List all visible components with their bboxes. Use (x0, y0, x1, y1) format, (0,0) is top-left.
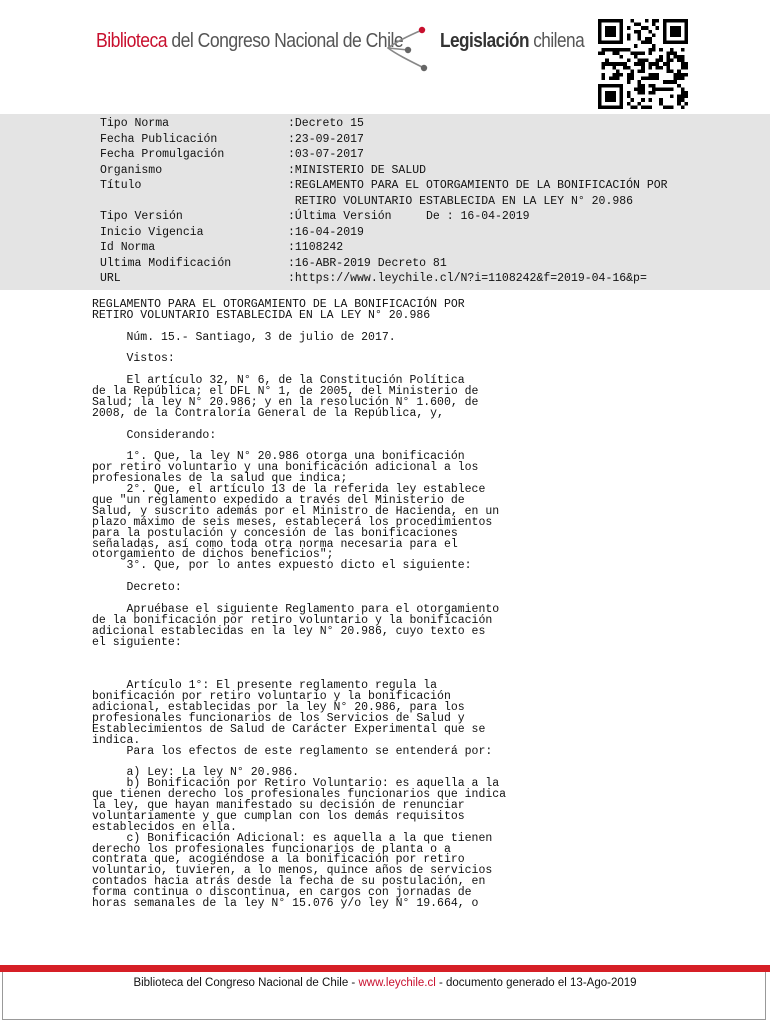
body-line: por retiro voluntario y una bonificación adicional a los (92, 461, 479, 475)
body-line: indica. (92, 733, 141, 747)
body-line: El artículo 32, N° 6, de la Constitución Política (92, 374, 465, 388)
body-line: voluntariamente y que cumplan con los demás requisitos (92, 809, 465, 823)
body-line: bonificación por retiro voluntario y la bonificación (92, 690, 451, 704)
body-line: Establecimientos de Salud de Carácter Experimental que se (92, 722, 486, 736)
meta-value: :16-ABR-2019 Decreto 81 (288, 256, 447, 270)
legislacion-brand-rest: chilena (528, 30, 585, 52)
body-line: de la República; el DFL N° 1, de 2005, del Ministerio de (92, 385, 479, 399)
meta-value: RETIRO VOLUNTARIO ESTABLECIDA EN LA LEY N° 20.986 (288, 194, 634, 208)
meta-value: :16-04-2019 (288, 225, 364, 239)
body-line: señaladas, así como toda otra norma necesaria para el (92, 537, 458, 551)
meta-value: :REGLAMENTO PARA EL OTORGAMIENTO DE LA BONIFICACIÓN POR (288, 179, 668, 192)
body-line: horas semanales de la ley N° 15.076 y/o ley N° 19.664, o (92, 896, 479, 910)
footer-text (0, 977, 770, 989)
footer-prefix: Biblioteca del Congreso Nacional de Chile - (133, 977, 359, 989)
body-line: forma continua o discontinua, en cargos con jornadas de (92, 886, 472, 900)
body-line: 3°. Que, por lo antes expuesto dicto el siguiente: (92, 559, 472, 573)
meta-label: Tipo Versión (100, 210, 183, 223)
qr-code-icon[interactable] (598, 18, 688, 110)
body-line: voluntario, tuvieren, a lo menos, quince años de servicios (92, 864, 493, 878)
body-line: derecho los profesionales funcionarios de planta o a (92, 842, 451, 856)
body-line: adicional establecidas en la ley N° 20.986, cuyo texto es (92, 624, 486, 638)
meta-label: Organismo (100, 163, 163, 177)
body-line: contados hacia atrás desde la fecha de su postulación, en (92, 875, 486, 889)
body-line: Salud, y suscrito además por el Ministro de Hacienda, en un (92, 504, 500, 518)
body-line: 1°. Que, la ley N° 20.986 otorga una bonificación (92, 450, 465, 464)
body-line: de la bonificación por retiro voluntario y la bonificación (92, 613, 493, 627)
bcn-brand-rest: del Congreso Nacional de Chile (167, 30, 404, 52)
meta-label: Ultima Modificación (100, 256, 232, 270)
body-line: 2008, de la Contraloría General de la República, y, (92, 406, 444, 420)
body-line: Apruébase el siguiente Reglamento para el otorgamiento (92, 602, 500, 616)
body-line: que tienen derecho los profesionales funcionarios que indica (92, 788, 507, 802)
meta-value: :23-09-2017 (288, 132, 364, 146)
body-line: c) Bonificación Adicional: es aquella a la que tienen (92, 831, 493, 845)
meta-label: Id Norma (100, 241, 156, 254)
meta-value[interactable]: :https://www.leychile.cl/N?i=1108242&f=2019-04-16&p= (288, 272, 647, 285)
meta-label: Tipo Norma (100, 117, 170, 130)
bcn-brand-red: Biblioteca (96, 30, 168, 52)
body-line: Salud; la ley N° 20.986; y en la resolución N° 1.600, de (92, 396, 479, 410)
document-body (92, 300, 562, 910)
bcn-brand[interactable] (96, 30, 403, 53)
body-line: Considerando: (92, 428, 217, 442)
meta-value: :1108242 (288, 241, 344, 254)
body-line: plazo máximo de seis meses, establecerá los procedimientos (92, 515, 493, 529)
body-line: 2°. Que, el artículo 13 de la referida ley establece (92, 483, 486, 497)
meta-label: Título (100, 179, 142, 192)
meta-value: :MINISTERIO DE SALUD (288, 163, 427, 177)
meta-label: URL (100, 272, 121, 285)
body-line: contrata que, acogiéndose a la bonificación por retiro (92, 853, 465, 867)
body-line: Vistos: (92, 352, 175, 366)
meta-label: Fecha Promulgación (100, 148, 225, 161)
body-line (92, 659, 562, 670)
body-line: RETIRO VOLUNTARIO ESTABLECIDA EN LA LEY N° 20.986 (92, 308, 431, 322)
body-line: profesionales de la salud que indica; (92, 472, 348, 486)
norm-metadata-box (0, 114, 770, 290)
meta-label: Inicio Vigencia (100, 225, 204, 239)
meta-value: :Última Versión De : 16-04-2019 (288, 210, 530, 223)
body-line: Artículo 1°: El presente reglamento regula la (92, 679, 438, 693)
body-line: adicional, establecidas por la ley N° 20.986, para los (92, 700, 465, 714)
meta-value: :03-07-2017 (288, 148, 364, 161)
body-line: que "un reglamento expedido a través del Ministerio de (92, 494, 465, 508)
legislacion-brand-bold: Legislación (440, 30, 529, 52)
body-line: b) Bonificación por Retiro Voluntario: es aquella a la (92, 777, 500, 791)
body-line (92, 649, 562, 660)
body-line: para la postulación y concesión de las bonificaciones (92, 526, 458, 540)
legislacion-logo-icon (378, 26, 434, 72)
legislacion-brand[interactable] (440, 30, 584, 53)
footer-suffix: - documento generado el 13-Ago-2019 (435, 977, 637, 989)
body-line: profesionales funcionarios de los Servicios de Salud y (92, 711, 465, 725)
body-line: la ley, que hayan manifestado su decisión de renunciar (92, 798, 465, 812)
body-line: el siguiente: (92, 635, 182, 649)
body-line: a) Ley: La ley N° 20.986. (92, 766, 300, 780)
meta-label: Fecha Publicación (100, 132, 218, 146)
body-line: REGLAMENTO PARA EL OTORGAMIENTO DE LA BONIFICACIÓN POR (92, 298, 465, 311)
footer-red-bar (0, 965, 770, 972)
body-line: otorgamiento de dichos beneficios"; (92, 548, 334, 562)
body-line: Para los efectos de este reglamento se entenderá por: (92, 744, 493, 758)
body-line: establecidos en ella. (92, 820, 237, 834)
page-header (0, 0, 770, 112)
body-line: Decreto: (92, 581, 182, 595)
body-line: Núm. 15.- Santiago, 3 de julio de 2017. (92, 330, 396, 344)
meta-value: :Decreto 15 (288, 117, 364, 130)
footer-link[interactable]: www.leychile.cl (358, 977, 436, 989)
